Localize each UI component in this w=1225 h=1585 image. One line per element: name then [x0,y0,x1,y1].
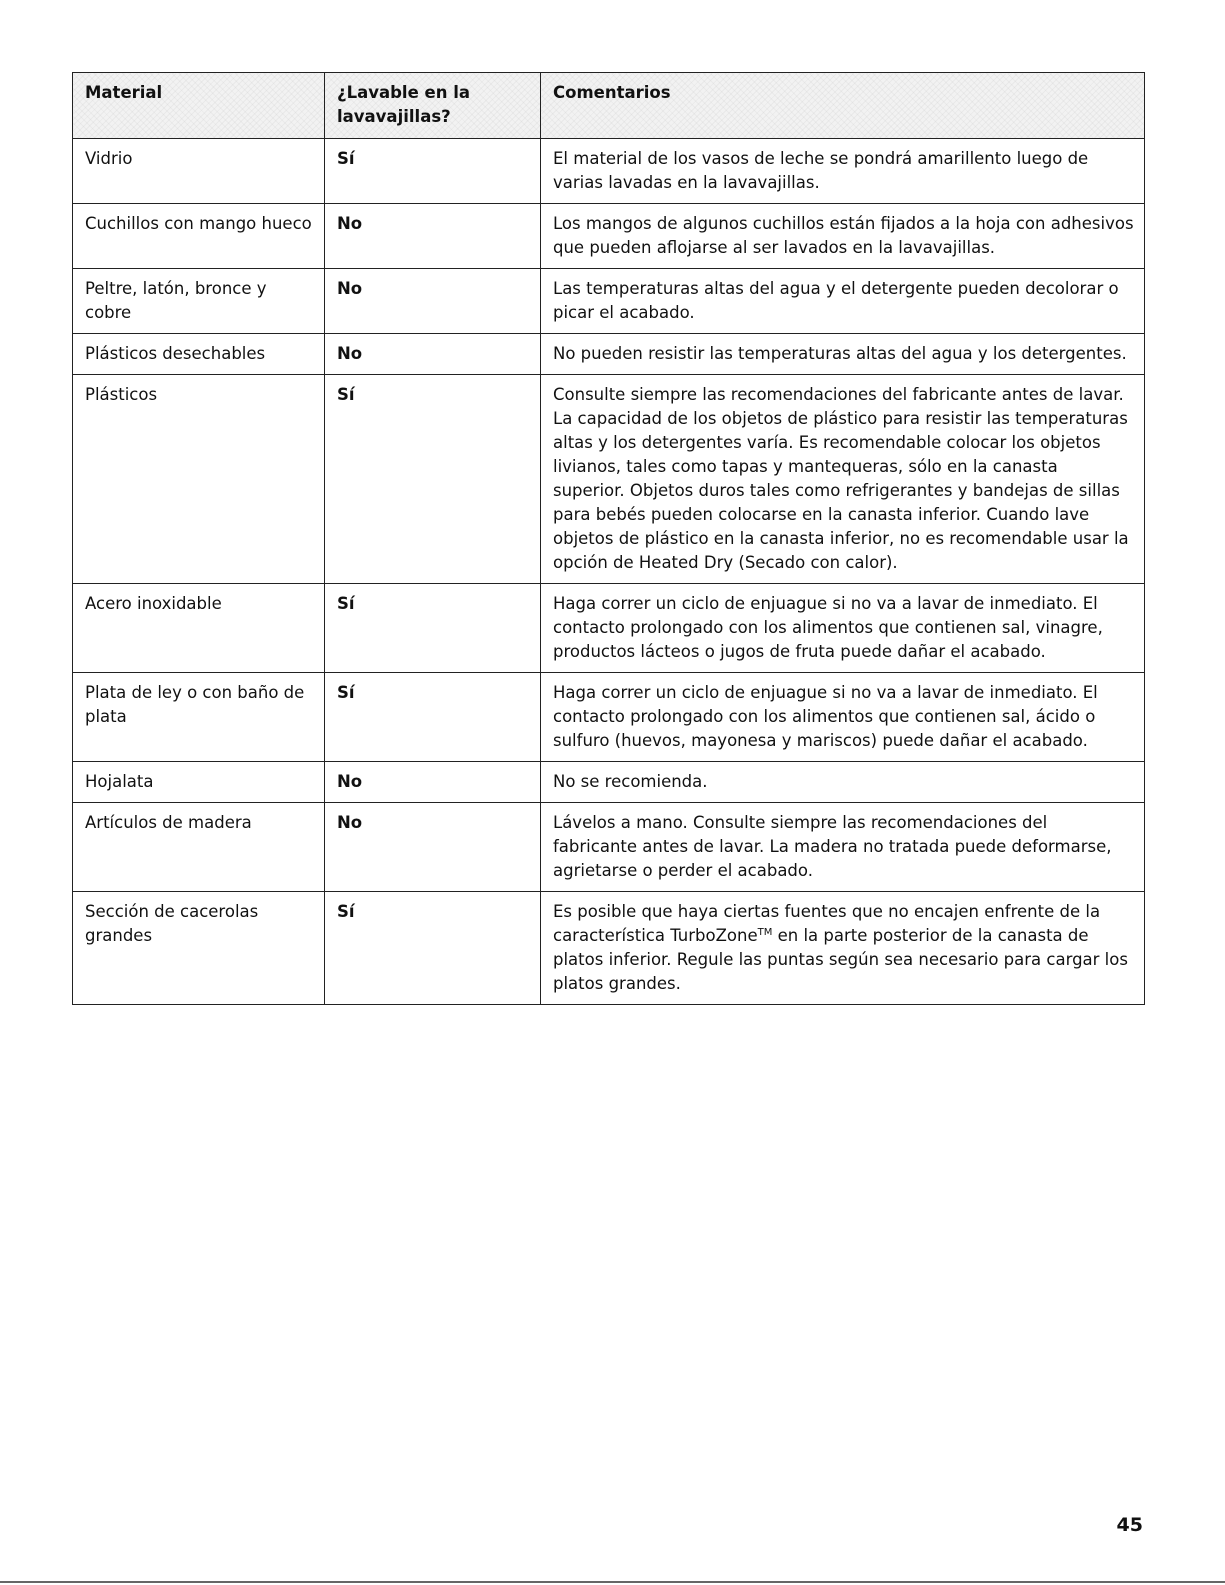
washable-cell: No [325,803,541,892]
material-cell: Vidrio [73,139,325,204]
table-row [73,584,1145,673]
table-row [73,139,1145,204]
material-cell: Peltre, latón, bronce y cobre [73,269,325,334]
bottom-divider [0,1581,1225,1583]
table-row [73,762,1145,803]
table-row [73,892,1145,1005]
page-number: 45 [1116,1514,1143,1536]
comment-cell: Lávelos a mano. Consulte siempre las recomendaciones del fabricante antes de lavar. La madera no tratada puede deformarse, agrietarse o perder el acabado. [541,803,1145,892]
header-comments: Comentarios [541,73,1145,139]
material-cell: Sección de cacerolas grandes [73,892,325,1005]
comment-cell: Los mangos de algunos cuchillos están fijados a la hoja con adhesivos que pueden aflojarse al ser lavados en la lavavajillas. [541,204,1145,269]
table-row [73,269,1145,334]
table-row [73,673,1145,762]
comment-cell: Consulte siempre las recomendaciones del fabricante antes de lavar. La capacidad de los objetos de plástico para resistir las temperaturas altas y los detergentes varía. Es recomendable colocar los objetos livianos, tales como tapas y mantequeras, sólo en la canasta superior. Objetos duros tales como refrigerantes y bandejas de sillas para bebés pueden colocarse en la canasta inferior. Cuando lave objetos de plástico en la canasta inferior, no es recomendable usar la opción de Heated Dry (Secado con calor). [541,375,1145,584]
material-cell: Acero inoxidable [73,584,325,673]
washable-cell: Sí [325,892,541,1005]
washable-cell: Sí [325,584,541,673]
washable-cell: Sí [325,673,541,762]
material-cell: Hojalata [73,762,325,803]
washable-cell: No [325,334,541,375]
table-row [73,375,1145,584]
table-row [73,803,1145,892]
dishwasher-materials-table [72,72,1145,1005]
header-material: Material [73,73,325,139]
comment-cell: No pueden resistir las temperaturas altas del agua y los detergentes. [541,334,1145,375]
comment-text-before: Es posible que haya ciertas fuentes que no encajen enfrente de la característica TurboZone [553,902,1101,945]
comment-cell: El material de los vasos de leche se pondrá amarillento luego de varias lavadas en la lavavajillas. [541,139,1145,204]
material-cell: Plata de ley o con baño de plata [73,673,325,762]
comment-text-after: en la parte posterior de la canasta de platos inferior. Regule las puntas según sea necesario para cargar los platos grandes. [553,926,1128,993]
comment-cell: Haga correr un ciclo de enjuague si no va a lavar de inmediato. El contacto prolongado con los alimentos que contienen sal, ácido o sulfuro (huevos, mayonesa y mariscos) puede dañar el acabado. [541,673,1145,762]
comment-cell: Haga correr un ciclo de enjuague si no va a lavar de inmediato. El contacto prolongado con los alimentos que contienen sal, vinagre, productos lácteos o jugos de fruta puede dañar el acabado. [541,584,1145,673]
table-header-row [73,73,1145,139]
washable-cell: Sí [325,139,541,204]
washable-cell: No [325,204,541,269]
comment-cell: No se recomienda. [541,762,1145,803]
material-cell: Plásticos [73,375,325,584]
washable-cell: No [325,762,541,803]
header-washable: ¿Lavable en la lavavajillas? [325,73,541,139]
comment-cell [541,892,1145,1005]
table-row [73,204,1145,269]
comment-cell: Las temperaturas altas del agua y el detergente pueden decolorar o picar el acabado. [541,269,1145,334]
washable-cell: No [325,269,541,334]
material-cell: Cuchillos con mango hueco [73,204,325,269]
washable-cell: Sí [325,375,541,584]
material-cell: Plásticos desechables [73,334,325,375]
trademark-mark: TM [757,927,773,938]
table-row [73,334,1145,375]
material-cell: Artículos de madera [73,803,325,892]
